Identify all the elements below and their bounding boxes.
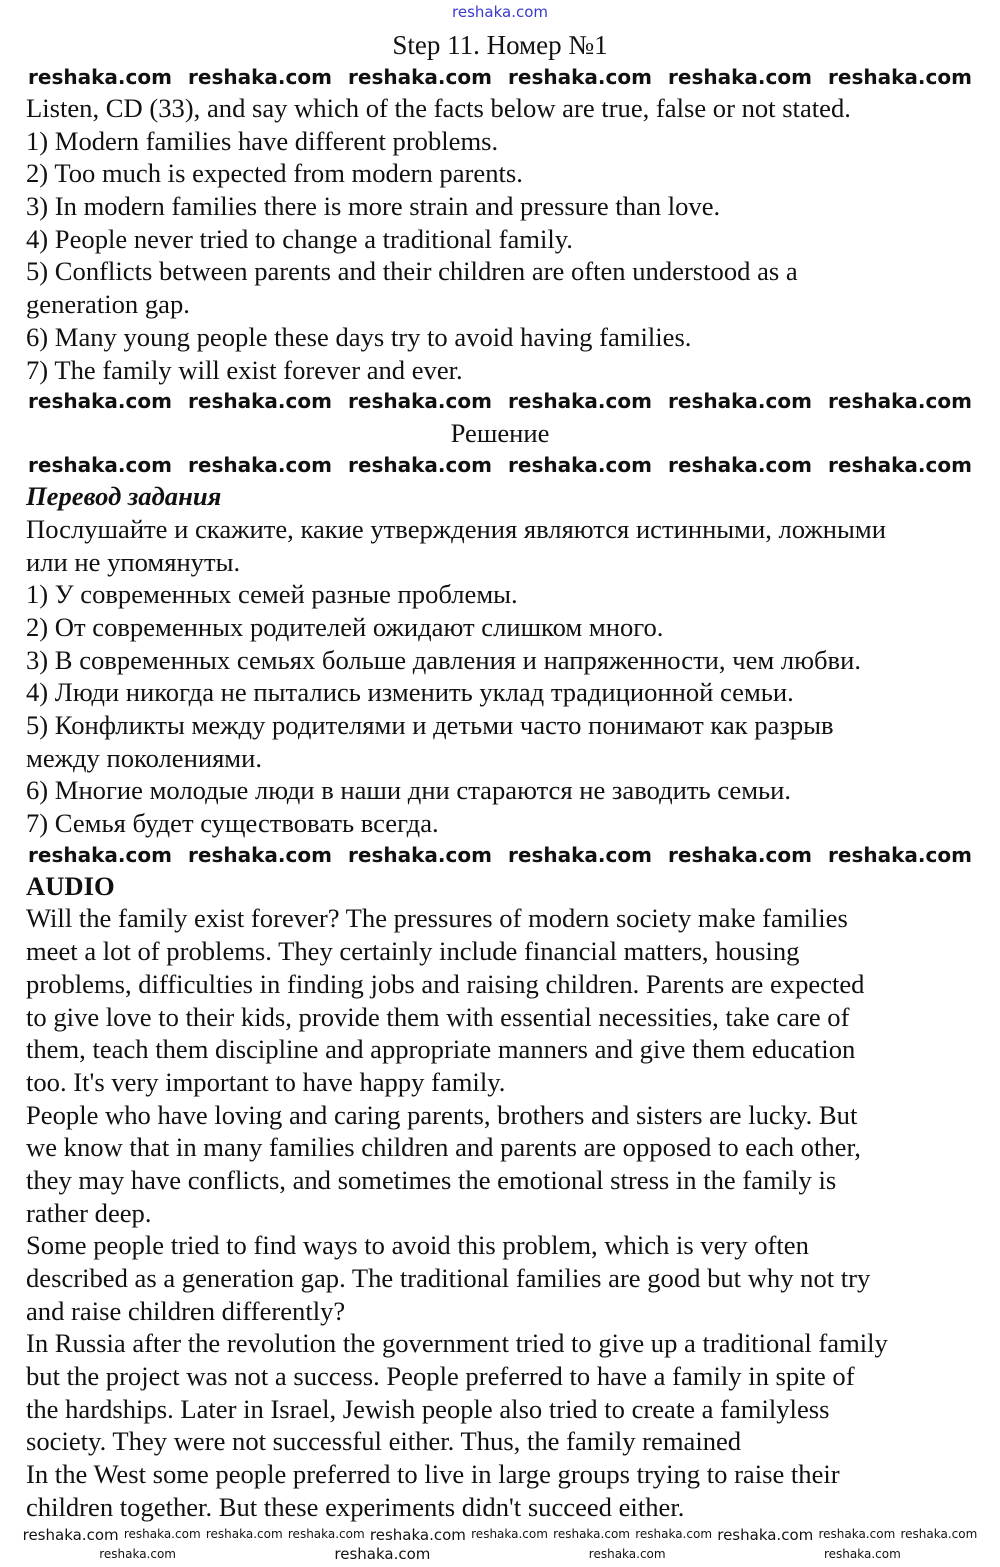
watermark: reshaka.com	[508, 389, 652, 414]
audio-line: to give love to their kids, provide them with essential necessities, take care of	[26, 1001, 850, 1032]
task-line: Listen, CD (33), and say which of the facts below are true, false or not stated.	[26, 93, 851, 123]
watermark: reshaka.com	[471, 1527, 548, 1542]
page-title: Step 11. Номер №1	[392, 30, 608, 60]
watermark: reshaka.com	[99, 1546, 176, 1561]
watermark-row	[0, 450, 1000, 480]
watermark-row	[0, 62, 1000, 92]
watermark: reshaka.com	[287, 1527, 365, 1542]
watermark: reshaka.com	[508, 453, 652, 478]
watermark: reshaka.com	[828, 389, 972, 414]
translation-line: 3) В современных семьях больше давления и напряженности, чем любви.	[26, 644, 861, 675]
watermark: reshaka.com	[823, 1546, 901, 1561]
audio-line: Some people tried to find ways to avoid this problem, which is very often	[26, 1230, 809, 1261]
translation-section	[0, 480, 1000, 840]
watermark-row	[0, 1524, 1000, 1567]
audio-line: In the West some people preferred to live in large groups trying to raise their	[26, 1459, 840, 1490]
audio-line: we know that in many families children and parents are opposed to each other,	[26, 1132, 861, 1163]
audio-line: People who have loving and caring parents, brothers and sisters are lucky. But	[26, 1099, 858, 1130]
watermark: reshaka.com	[369, 1525, 466, 1544]
translation-line: 2) От современных родителей ожидают слишком много.	[26, 611, 664, 642]
watermark: reshaka.com	[668, 453, 812, 478]
top-watermark-link[interactable]: reshaka.com	[452, 3, 548, 21]
task-section	[0, 92, 1000, 386]
watermark: reshaka.com	[553, 1527, 630, 1542]
audio-line: but the project was not a success. People preferred to have a family in spite of	[26, 1361, 855, 1392]
translation-line: Послушайте и скажите, какие утверждения являются истинными, ложными	[26, 513, 886, 544]
audio-line: meet a lot of problems. They certainly include financial matters, housing	[26, 936, 800, 967]
watermark: reshaka.com	[28, 65, 172, 89]
watermark: reshaka.com	[28, 842, 172, 867]
audio-line: society. They were not successful either. Thus, the family remained	[26, 1426, 742, 1457]
watermark: reshaka.com	[588, 1546, 666, 1561]
watermark: reshaka.com	[205, 1527, 283, 1542]
watermark: reshaka.com	[508, 65, 652, 89]
task-line: 2) Too much is expected from modern parents.	[26, 158, 523, 189]
translation-line: 7) Семья будет существовать всегда.	[26, 808, 439, 839]
watermark: reshaka.com	[668, 65, 812, 89]
watermark-row	[0, 840, 1000, 870]
translation-line: 1) У современных семей разные проблемы.	[26, 579, 518, 610]
audio-line: too. It's very important to have happy family.	[26, 1066, 506, 1097]
watermark: reshaka.com	[28, 453, 172, 478]
task-line: 3) In modern families there is more strain and pressure than love.	[26, 191, 721, 222]
task-line: 7) The family will exist forever and ever.	[26, 354, 463, 385]
audio-line: and raise children differently?	[26, 1295, 346, 1326]
watermark: reshaka.com	[348, 65, 492, 89]
watermark: reshaka.com	[348, 453, 492, 478]
audio-section	[0, 870, 1000, 1524]
watermark: reshaka.com	[668, 842, 812, 867]
translation-line: между поколениями.	[26, 742, 263, 773]
task-line: generation gap.	[26, 289, 190, 320]
watermark: reshaka.com	[22, 1525, 119, 1544]
audio-line: Will the family exist forever? The pressures of modern society make families	[26, 903, 848, 934]
watermark: reshaka.com	[828, 453, 972, 478]
watermark: reshaka.com	[818, 1527, 896, 1542]
watermark: reshaka.com	[188, 842, 332, 867]
task-line: 6) Many young people these days try to avoid having families.	[26, 321, 692, 352]
audio-line: problems, difficulties in finding jobs and raising children. Parents are expected	[26, 968, 865, 999]
watermark: reshaka.com	[635, 1527, 713, 1542]
watermark: reshaka.com	[828, 842, 972, 867]
audio-line: rather deep.	[26, 1197, 152, 1228]
audio-heading: AUDIO	[26, 870, 115, 901]
audio-line: children together. But these experiments didn't succeed either.	[26, 1491, 685, 1522]
audio-line: they may have conflicts, and sometimes the emotional stress in the family is	[26, 1164, 837, 1195]
watermark: reshaka.com	[28, 389, 172, 414]
task-line: 5) Conflicts between parents and their children are often understood as a	[26, 256, 798, 287]
task-line: 4) People never tried to change a traditional family.	[26, 223, 573, 254]
watermark: reshaka.com	[188, 389, 332, 414]
translation-line: или не упомянуты.	[26, 546, 241, 577]
watermark: reshaka.com	[828, 65, 972, 89]
solution-heading: Решение	[450, 418, 550, 449]
translation-line: 5) Конфликты между родителями и детьми часто понимают как разрыв	[26, 710, 834, 740]
watermark: reshaka.com	[348, 842, 492, 867]
watermark: reshaka.com	[508, 842, 652, 867]
audio-line: the hardships. Later in Israel, Jewish people also tried to create a familyless	[26, 1393, 830, 1424]
watermark: reshaka.com	[900, 1527, 978, 1542]
watermark-row	[0, 386, 1000, 416]
audio-line: them, teach them discipline and appropriate manners and give them education	[26, 1034, 856, 1065]
audio-line: In Russia after the revolution the government tried to give up a traditional family	[26, 1328, 888, 1359]
watermark: reshaka.com	[668, 389, 812, 414]
translation-line: 6) Многие молодые люди в наши дни стараются не заводить семьи.	[26, 775, 792, 806]
translation-heading: Перевод задания	[26, 481, 222, 512]
watermark: reshaka.com	[123, 1527, 201, 1542]
translation-line: 4) Люди никогда не пытались изменить уклад традиционной семьи.	[26, 677, 794, 708]
task-line: 1) Modern families have different problems.	[26, 125, 499, 156]
watermark: reshaka.com	[188, 453, 332, 478]
watermark: reshaka.com	[348, 389, 492, 414]
watermark: reshaka.com	[717, 1525, 814, 1544]
watermark: reshaka.com	[334, 1545, 431, 1563]
watermark: reshaka.com	[188, 65, 332, 89]
audio-line: described as a generation gap. The traditional families are good but why not try	[26, 1263, 871, 1293]
